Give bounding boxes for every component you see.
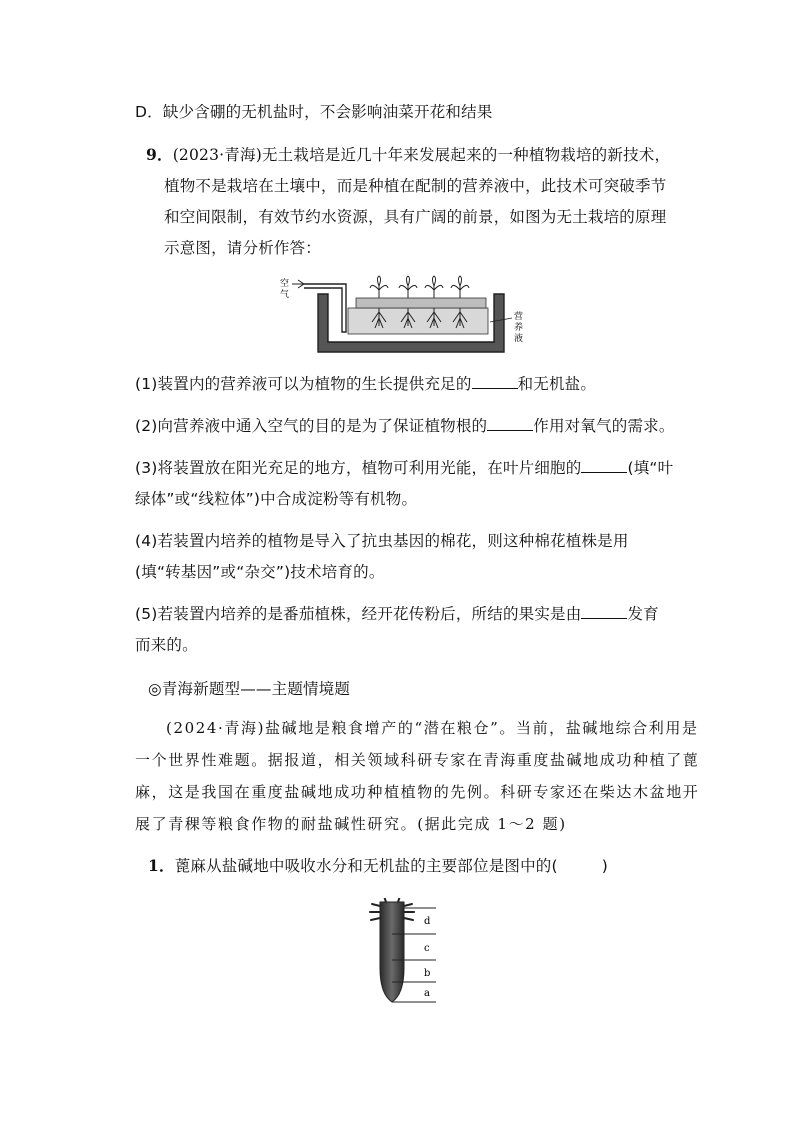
question-1 [148, 856, 608, 876]
air-label-1: 空 [280, 279, 290, 289]
answer-blank[interactable] [487, 416, 533, 431]
answer-blank[interactable] [581, 458, 627, 473]
question-number: 1． [148, 856, 175, 875]
sub-question-2 [135, 416, 675, 436]
answer-blank[interactable] [581, 604, 627, 619]
passage-line-2: 一个世界性难题。据报道，相关领域科研专家在青海重度盐碱地成功种植了蓖 [135, 751, 700, 769]
sub5-text-after: 发育 [627, 605, 659, 623]
air-label-2: 气 [280, 290, 290, 300]
sub1-text-before: (1)装置内的营养液可以为植物的生长提供充足的 [135, 375, 472, 393]
sub-question-4-line-2: (填“转基因”或“杂交”)技术培育的。 [135, 563, 385, 581]
section-title: 青海新题型——主题情境题 [161, 680, 351, 698]
question-close-paren: ) [601, 857, 608, 875]
sub-question-3-line-1 [135, 458, 673, 478]
sub-question-5-line-1 [135, 604, 659, 624]
section-marker: ◎ [148, 680, 162, 698]
sub3-text-before: (3)将装置放在阳光充足的地方，植物可利用光能，在叶片细胞的 [135, 459, 582, 477]
root-tip-diagram [360, 898, 460, 1008]
solution-label-1: 营 [514, 312, 524, 322]
solution-label-2: 养 [514, 323, 524, 333]
question-number: 9． [146, 145, 173, 164]
question-stem: 蓖麻从盐碱地中吸收水分和无机盐的主要部位是图中的( [174, 857, 558, 875]
section-heading [148, 679, 350, 699]
sub1-text-after: 和无机盐。 [517, 375, 597, 393]
passage-line-4: 展了青稞等粮食作物的耐盐碱性研究。(据此完成 1～2 题) [135, 815, 567, 833]
question-9-line-1 [146, 145, 670, 165]
zone-label-a: a [424, 988, 430, 999]
question-9-line-3: 和空间限制，有效节约水资源，具有广阔的前景，如图为无土栽培的原理 [164, 208, 667, 226]
passage-line-3: 麻，这是我国在重度盐碱地成功种植植物的先例。科研专家还在柴达木盆地开 [135, 783, 700, 801]
sub-question-5-line-2: 而来的。 [135, 636, 198, 654]
sub-question-4-line-1: (4)若装置内培养的植物是导入了抗虫基因的棉花，则这种棉花植株是用 [135, 532, 629, 550]
sub2-text-before: (2)向营养液中通入空气的目的是为了保证植物根的 [135, 417, 488, 435]
zone-label-d: d [424, 916, 431, 927]
zone-label-b: b [424, 968, 431, 979]
hydroponics-diagram [276, 272, 536, 356]
sub2-text-after: 作用对氧气的需求。 [533, 417, 675, 435]
question-source: (2023·青海) [172, 146, 262, 164]
question-9-line-4: 示意图，请分析作答： [164, 239, 322, 257]
sub5-text-before: (5)若装置内培养的是番茄植株，经开花传粉后，所结的果实是由 [135, 605, 582, 623]
question-stem-text: 无土栽培是近几十年来发展起来的一种植物栽培的新技术， [261, 146, 671, 164]
solution-label-3: 液 [514, 334, 524, 344]
passage-line-1: (2024·青海)盐碱地是粮食增产的“潜在粮仓”。当前，盐碱地综合利用是 [166, 719, 699, 737]
option-d: D．缺少含硼的无机盐时，不会影响油菜开花和结果 [135, 103, 493, 121]
zone-label-c: c [424, 943, 430, 954]
question-9-line-2: 植物不是栽培在土壤中，而是种植在配制的营养液中，此技术可突破季节 [164, 177, 667, 195]
answer-blank[interactable] [472, 374, 518, 389]
sub3-text-after: (填“叶 [627, 459, 674, 477]
sub-question-1 [135, 374, 596, 394]
sub-question-3-line-2: 绿体”或“线粒体”)中合成淀粉等有机物。 [135, 490, 418, 508]
